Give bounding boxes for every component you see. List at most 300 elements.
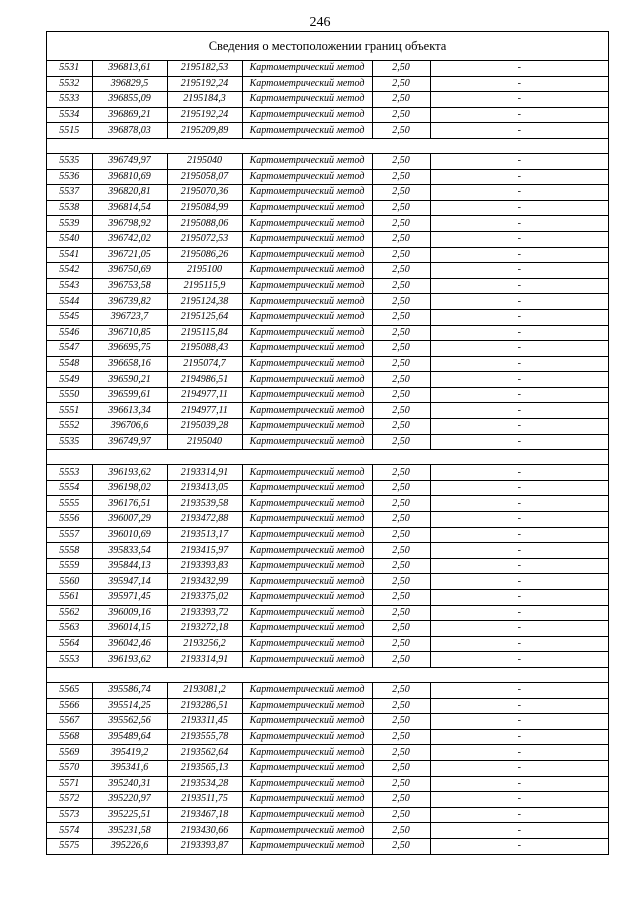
method-cell: Картометрический метод <box>242 372 372 388</box>
y-coordinate-cell: 2193467,18 <box>167 807 242 823</box>
x-coordinate-cell: 396009,16 <box>92 605 167 621</box>
y-coordinate-cell: 2193375,02 <box>167 590 242 606</box>
description-cell: - <box>430 263 608 279</box>
accuracy-cell: 2,50 <box>372 714 430 730</box>
method-cell: Картометрический метод <box>242 309 372 325</box>
point-number-cell: 5558 <box>47 543 92 559</box>
x-coordinate-cell: 396829,5 <box>92 76 167 92</box>
x-coordinate-cell: 395833,54 <box>92 543 167 559</box>
table-row <box>47 636 608 652</box>
method-cell: Картометрический метод <box>242 745 372 761</box>
description-cell: - <box>430 636 608 652</box>
separator-cell <box>47 667 608 682</box>
accuracy-cell: 2,50 <box>372 729 430 745</box>
point-number-cell: 5541 <box>47 247 92 263</box>
accuracy-cell: 2,50 <box>372 543 430 559</box>
description-cell: - <box>430 807 608 823</box>
accuracy-cell: 2,50 <box>372 590 430 606</box>
method-cell: Картометрический метод <box>242 760 372 776</box>
y-coordinate-cell: 2193432,99 <box>167 574 242 590</box>
y-coordinate-cell: 2193534,28 <box>167 776 242 792</box>
y-coordinate-cell: 2195184,3 <box>167 92 242 108</box>
method-cell: Картометрический метод <box>242 278 372 294</box>
point-number-cell: 5573 <box>47 807 92 823</box>
y-coordinate-cell: 2195088,06 <box>167 216 242 232</box>
method-cell: Картометрический метод <box>242 294 372 310</box>
description-cell: - <box>430 169 608 185</box>
y-coordinate-cell: 2195040 <box>167 434 242 450</box>
table-row <box>47 263 608 279</box>
method-cell: Картометрический метод <box>242 776 372 792</box>
x-coordinate-cell: 396193,62 <box>92 465 167 481</box>
accuracy-cell: 2,50 <box>372 434 430 450</box>
point-number-cell: 5575 <box>47 838 92 854</box>
y-coordinate-cell: 2193314,91 <box>167 465 242 481</box>
y-coordinate-cell: 2193472,88 <box>167 512 242 528</box>
y-coordinate-cell: 2194986,51 <box>167 372 242 388</box>
point-number-cell: 5550 <box>47 387 92 403</box>
accuracy-cell: 2,50 <box>372 169 430 185</box>
accuracy-cell: 2,50 <box>372 496 430 512</box>
table-row <box>47 92 608 108</box>
y-coordinate-cell: 2193565,13 <box>167 760 242 776</box>
point-number-cell: 5567 <box>47 714 92 730</box>
point-number-cell: 5568 <box>47 729 92 745</box>
y-coordinate-cell: 2195084,99 <box>167 200 242 216</box>
table-row <box>47 621 608 637</box>
page-number: 246 <box>309 15 331 30</box>
accuracy-cell: 2,50 <box>372 838 430 854</box>
point-number-cell: 5542 <box>47 263 92 279</box>
table-row <box>47 776 608 792</box>
point-number-cell: 5554 <box>47 480 92 496</box>
table-row <box>47 605 608 621</box>
method-cell: Картометрический метод <box>242 792 372 808</box>
method-cell: Картометрический метод <box>242 729 372 745</box>
accuracy-cell: 2,50 <box>372 356 430 372</box>
point-number-cell: 5551 <box>47 403 92 419</box>
accuracy-cell: 2,50 <box>372 153 430 169</box>
table-row <box>47 247 608 263</box>
table-row <box>47 356 608 372</box>
description-cell: - <box>430 123 608 139</box>
x-coordinate-cell: 396749,97 <box>92 153 167 169</box>
accuracy-cell: 2,50 <box>372 216 430 232</box>
accuracy-cell: 2,50 <box>372 403 430 419</box>
accuracy-cell: 2,50 <box>372 807 430 823</box>
table-row <box>47 341 608 357</box>
x-coordinate-cell: 395489,64 <box>92 729 167 745</box>
method-cell: Картометрический метод <box>242 263 372 279</box>
accuracy-cell: 2,50 <box>372 185 430 201</box>
description-cell: - <box>430 153 608 169</box>
x-coordinate-cell: 396590,21 <box>92 372 167 388</box>
description-cell: - <box>430 294 608 310</box>
description-cell: - <box>430 838 608 854</box>
accuracy-cell: 2,50 <box>372 309 430 325</box>
description-cell: - <box>430 621 608 637</box>
table-row <box>47 76 608 92</box>
x-coordinate-cell: 396749,97 <box>92 434 167 450</box>
point-number-cell: 5559 <box>47 558 92 574</box>
description-cell: - <box>430 92 608 108</box>
description-cell: - <box>430 76 608 92</box>
x-coordinate-cell: 396721,05 <box>92 247 167 263</box>
y-coordinate-cell: 2193511,75 <box>167 792 242 808</box>
table-row <box>47 123 608 139</box>
description-cell: - <box>430 792 608 808</box>
description-cell: - <box>430 387 608 403</box>
y-coordinate-cell: 2195039,28 <box>167 419 242 435</box>
method-cell: Картометрический метод <box>242 605 372 621</box>
description-cell: - <box>430 714 608 730</box>
y-coordinate-cell: 2194977,11 <box>167 403 242 419</box>
accuracy-cell: 2,50 <box>372 61 430 76</box>
table-row <box>47 387 608 403</box>
description-cell: - <box>430 682 608 698</box>
table-row <box>47 325 608 341</box>
point-number-cell: 5539 <box>47 216 92 232</box>
x-coordinate-cell: 396176,51 <box>92 496 167 512</box>
table-row <box>47 698 608 714</box>
description-cell: - <box>430 231 608 247</box>
separator-cell <box>47 450 608 465</box>
table-row <box>47 107 608 123</box>
accuracy-cell: 2,50 <box>372 341 430 357</box>
point-number-cell: 5563 <box>47 621 92 637</box>
y-coordinate-cell: 2193539,58 <box>167 496 242 512</box>
accuracy-cell: 2,50 <box>372 247 430 263</box>
method-cell: Картометрический метод <box>242 543 372 559</box>
description-cell: - <box>430 512 608 528</box>
method-cell: Картометрический метод <box>242 325 372 341</box>
x-coordinate-cell: 396810,69 <box>92 169 167 185</box>
table-row <box>47 169 608 185</box>
method-cell: Картометрический метод <box>242 61 372 76</box>
description-cell: - <box>430 465 608 481</box>
y-coordinate-cell: 2195192,24 <box>167 76 242 92</box>
x-coordinate-cell: 395562,56 <box>92 714 167 730</box>
table-row <box>47 574 608 590</box>
method-cell: Картометрический метод <box>242 419 372 435</box>
method-cell: Картометрический метод <box>242 403 372 419</box>
x-coordinate-cell: 396813,61 <box>92 61 167 76</box>
table-row <box>47 480 608 496</box>
table-row <box>47 682 608 698</box>
method-cell: Картометрический метод <box>242 714 372 730</box>
method-cell: Картометрический метод <box>242 76 372 92</box>
accuracy-cell: 2,50 <box>372 200 430 216</box>
point-number-cell: 5561 <box>47 590 92 606</box>
accuracy-cell: 2,50 <box>372 325 430 341</box>
method-cell: Картометрический метод <box>242 512 372 528</box>
description-cell: - <box>430 200 608 216</box>
method-cell: Картометрический метод <box>242 652 372 668</box>
point-number-cell: 5570 <box>47 760 92 776</box>
x-coordinate-cell: 395419,2 <box>92 745 167 761</box>
description-cell: - <box>430 278 608 294</box>
point-number-cell: 5552 <box>47 419 92 435</box>
point-number-cell: 5555 <box>47 496 92 512</box>
point-number-cell: 5564 <box>47 636 92 652</box>
point-number-cell: 5549 <box>47 372 92 388</box>
accuracy-cell: 2,50 <box>372 605 430 621</box>
method-cell: Картометрический метод <box>242 153 372 169</box>
x-coordinate-cell: 396855,09 <box>92 92 167 108</box>
point-number-cell: 5545 <box>47 309 92 325</box>
x-coordinate-cell: 395341,6 <box>92 760 167 776</box>
point-number-cell: 5553 <box>47 652 92 668</box>
accuracy-cell: 2,50 <box>372 465 430 481</box>
point-number-cell: 5515 <box>47 123 92 139</box>
point-number-cell: 5562 <box>47 605 92 621</box>
point-number-cell: 5532 <box>47 76 92 92</box>
method-cell: Картометрический метод <box>242 496 372 512</box>
accuracy-cell: 2,50 <box>372 92 430 108</box>
point-number-cell: 5547 <box>47 341 92 357</box>
x-coordinate-cell: 396878,03 <box>92 123 167 139</box>
y-coordinate-cell: 2193286,51 <box>167 698 242 714</box>
table-row <box>47 465 608 481</box>
table-row <box>47 527 608 543</box>
y-coordinate-cell: 2193393,72 <box>167 605 242 621</box>
table-row <box>47 496 608 512</box>
point-number-cell: 5557 <box>47 527 92 543</box>
table-row <box>47 200 608 216</box>
y-coordinate-cell: 2195124,38 <box>167 294 242 310</box>
description-cell: - <box>430 823 608 839</box>
table-row <box>47 294 608 310</box>
description-cell: - <box>430 745 608 761</box>
x-coordinate-cell: 395947,14 <box>92 574 167 590</box>
group-separator-row <box>47 667 608 682</box>
x-coordinate-cell: 396798,92 <box>92 216 167 232</box>
y-coordinate-cell: 2195100 <box>167 263 242 279</box>
table-row <box>47 309 608 325</box>
method-cell: Картометрический метод <box>242 698 372 714</box>
method-cell: Картометрический метод <box>242 341 372 357</box>
table-row <box>47 590 608 606</box>
method-cell: Картометрический метод <box>242 465 372 481</box>
y-coordinate-cell: 2195074,7 <box>167 356 242 372</box>
point-number-cell: 5572 <box>47 792 92 808</box>
table-row <box>47 403 608 419</box>
method-cell: Картометрический метод <box>242 231 372 247</box>
method-cell: Картометрический метод <box>242 200 372 216</box>
y-coordinate-cell: 2195182,53 <box>167 61 242 76</box>
description-cell: - <box>430 403 608 419</box>
x-coordinate-cell: 395844,13 <box>92 558 167 574</box>
accuracy-cell: 2,50 <box>372 636 430 652</box>
y-coordinate-cell: 2193415,97 <box>167 543 242 559</box>
accuracy-cell: 2,50 <box>372 480 430 496</box>
x-coordinate-cell: 396599,61 <box>92 387 167 403</box>
point-number-cell: 5574 <box>47 823 92 839</box>
y-coordinate-cell: 2193272,18 <box>167 621 242 637</box>
table-row <box>47 278 608 294</box>
accuracy-cell: 2,50 <box>372 527 430 543</box>
accuracy-cell: 2,50 <box>372 107 430 123</box>
point-number-cell: 5543 <box>47 278 92 294</box>
point-number-cell: 5565 <box>47 682 92 698</box>
method-cell: Картометрический метод <box>242 558 372 574</box>
accuracy-cell: 2,50 <box>372 652 430 668</box>
y-coordinate-cell: 2195072,53 <box>167 231 242 247</box>
description-cell: - <box>430 216 608 232</box>
description-cell: - <box>430 574 608 590</box>
accuracy-cell: 2,50 <box>372 760 430 776</box>
point-number-cell: 5534 <box>47 107 92 123</box>
point-number-cell: 5537 <box>47 185 92 201</box>
point-number-cell: 5544 <box>47 294 92 310</box>
table-row <box>47 652 608 668</box>
accuracy-cell: 2,50 <box>372 745 430 761</box>
accuracy-cell: 2,50 <box>372 698 430 714</box>
y-coordinate-cell: 2193393,87 <box>167 838 242 854</box>
table-row <box>47 823 608 839</box>
y-coordinate-cell: 2193513,17 <box>167 527 242 543</box>
point-number-cell: 5569 <box>47 745 92 761</box>
description-cell: - <box>430 590 608 606</box>
table-row <box>47 61 608 76</box>
y-coordinate-cell: 2195086,26 <box>167 247 242 263</box>
group-separator-row <box>47 450 608 465</box>
description-cell: - <box>430 698 608 714</box>
table-row <box>47 419 608 435</box>
table-row <box>47 153 608 169</box>
description-cell: - <box>430 776 608 792</box>
x-coordinate-cell: 396193,62 <box>92 652 167 668</box>
method-cell: Картометрический метод <box>242 107 372 123</box>
method-cell: Картометрический метод <box>242 480 372 496</box>
method-cell: Картометрический метод <box>242 823 372 839</box>
x-coordinate-cell: 396658,16 <box>92 356 167 372</box>
accuracy-cell: 2,50 <box>372 512 430 528</box>
x-coordinate-cell: 395231,58 <box>92 823 167 839</box>
x-coordinate-cell: 395240,31 <box>92 776 167 792</box>
x-coordinate-cell: 396613,34 <box>92 403 167 419</box>
description-cell: - <box>430 543 608 559</box>
x-coordinate-cell: 396742,02 <box>92 231 167 247</box>
description-cell: - <box>430 309 608 325</box>
point-number-cell: 5540 <box>47 231 92 247</box>
point-number-cell: 5548 <box>47 356 92 372</box>
y-coordinate-cell: 2195115,84 <box>167 325 242 341</box>
description-cell: - <box>430 480 608 496</box>
description-cell: - <box>430 527 608 543</box>
y-coordinate-cell: 2195125,64 <box>167 309 242 325</box>
x-coordinate-cell: 396869,21 <box>92 107 167 123</box>
description-cell: - <box>430 61 608 76</box>
y-coordinate-cell: 2193081,2 <box>167 682 242 698</box>
accuracy-cell: 2,50 <box>372 372 430 388</box>
x-coordinate-cell: 395586,74 <box>92 682 167 698</box>
table-row <box>47 216 608 232</box>
table-row <box>47 434 608 450</box>
method-cell: Картометрический метод <box>242 169 372 185</box>
accuracy-cell: 2,50 <box>372 76 430 92</box>
description-cell: - <box>430 372 608 388</box>
table-row <box>47 714 608 730</box>
accuracy-cell: 2,50 <box>372 387 430 403</box>
point-number-cell: 5546 <box>47 325 92 341</box>
method-cell: Картометрический метод <box>242 807 372 823</box>
table-row <box>47 760 608 776</box>
description-cell: - <box>430 107 608 123</box>
table-row <box>47 231 608 247</box>
table-row <box>47 807 608 823</box>
y-coordinate-cell: 2193430,66 <box>167 823 242 839</box>
table-row <box>47 543 608 559</box>
description-cell: - <box>430 185 608 201</box>
y-coordinate-cell: 2193393,83 <box>167 558 242 574</box>
accuracy-cell: 2,50 <box>372 682 430 698</box>
y-coordinate-cell: 2195058,07 <box>167 169 242 185</box>
point-number-cell: 5536 <box>47 169 92 185</box>
y-coordinate-cell: 2193311,45 <box>167 714 242 730</box>
x-coordinate-cell: 396723,7 <box>92 309 167 325</box>
x-coordinate-cell: 395514,25 <box>92 698 167 714</box>
description-cell: - <box>430 760 608 776</box>
coordinates-table <box>47 61 608 855</box>
x-coordinate-cell: 396010,69 <box>92 527 167 543</box>
description-cell: - <box>430 341 608 357</box>
accuracy-cell: 2,50 <box>372 574 430 590</box>
point-number-cell: 5553 <box>47 465 92 481</box>
point-number-cell: 5535 <box>47 153 92 169</box>
method-cell: Картометрический метод <box>242 636 372 652</box>
point-number-cell: 5531 <box>47 61 92 76</box>
description-cell: - <box>430 729 608 745</box>
point-number-cell: 5533 <box>47 92 92 108</box>
table-row <box>47 512 608 528</box>
x-coordinate-cell: 396820,81 <box>92 185 167 201</box>
y-coordinate-cell: 2193314,91 <box>167 652 242 668</box>
point-number-cell: 5571 <box>47 776 92 792</box>
method-cell: Картометрический метод <box>242 387 372 403</box>
description-cell: - <box>430 434 608 450</box>
accuracy-cell: 2,50 <box>372 558 430 574</box>
point-number-cell: 5556 <box>47 512 92 528</box>
method-cell: Картометрический метод <box>242 621 372 637</box>
x-coordinate-cell: 396042,46 <box>92 636 167 652</box>
x-coordinate-cell: 396198,02 <box>92 480 167 496</box>
x-coordinate-cell: 396706,6 <box>92 419 167 435</box>
x-coordinate-cell: 395226,6 <box>92 838 167 854</box>
method-cell: Картометрический метод <box>242 185 372 201</box>
point-number-cell: 5566 <box>47 698 92 714</box>
method-cell: Картометрический метод <box>242 356 372 372</box>
y-coordinate-cell: 2193256,2 <box>167 636 242 652</box>
method-cell: Картометрический метод <box>242 527 372 543</box>
x-coordinate-cell: 396814,54 <box>92 200 167 216</box>
table-row <box>47 558 608 574</box>
description-cell: - <box>430 496 608 512</box>
description-cell: - <box>430 419 608 435</box>
table-row <box>47 372 608 388</box>
separator-cell <box>47 138 608 153</box>
description-cell: - <box>430 558 608 574</box>
x-coordinate-cell: 395971,45 <box>92 590 167 606</box>
table-row <box>47 729 608 745</box>
accuracy-cell: 2,50 <box>372 231 430 247</box>
table-row <box>47 792 608 808</box>
method-cell: Картометрический метод <box>242 434 372 450</box>
description-cell: - <box>430 652 608 668</box>
x-coordinate-cell: 395225,51 <box>92 807 167 823</box>
method-cell: Картометрический метод <box>242 574 372 590</box>
x-coordinate-cell: 396014,15 <box>92 621 167 637</box>
